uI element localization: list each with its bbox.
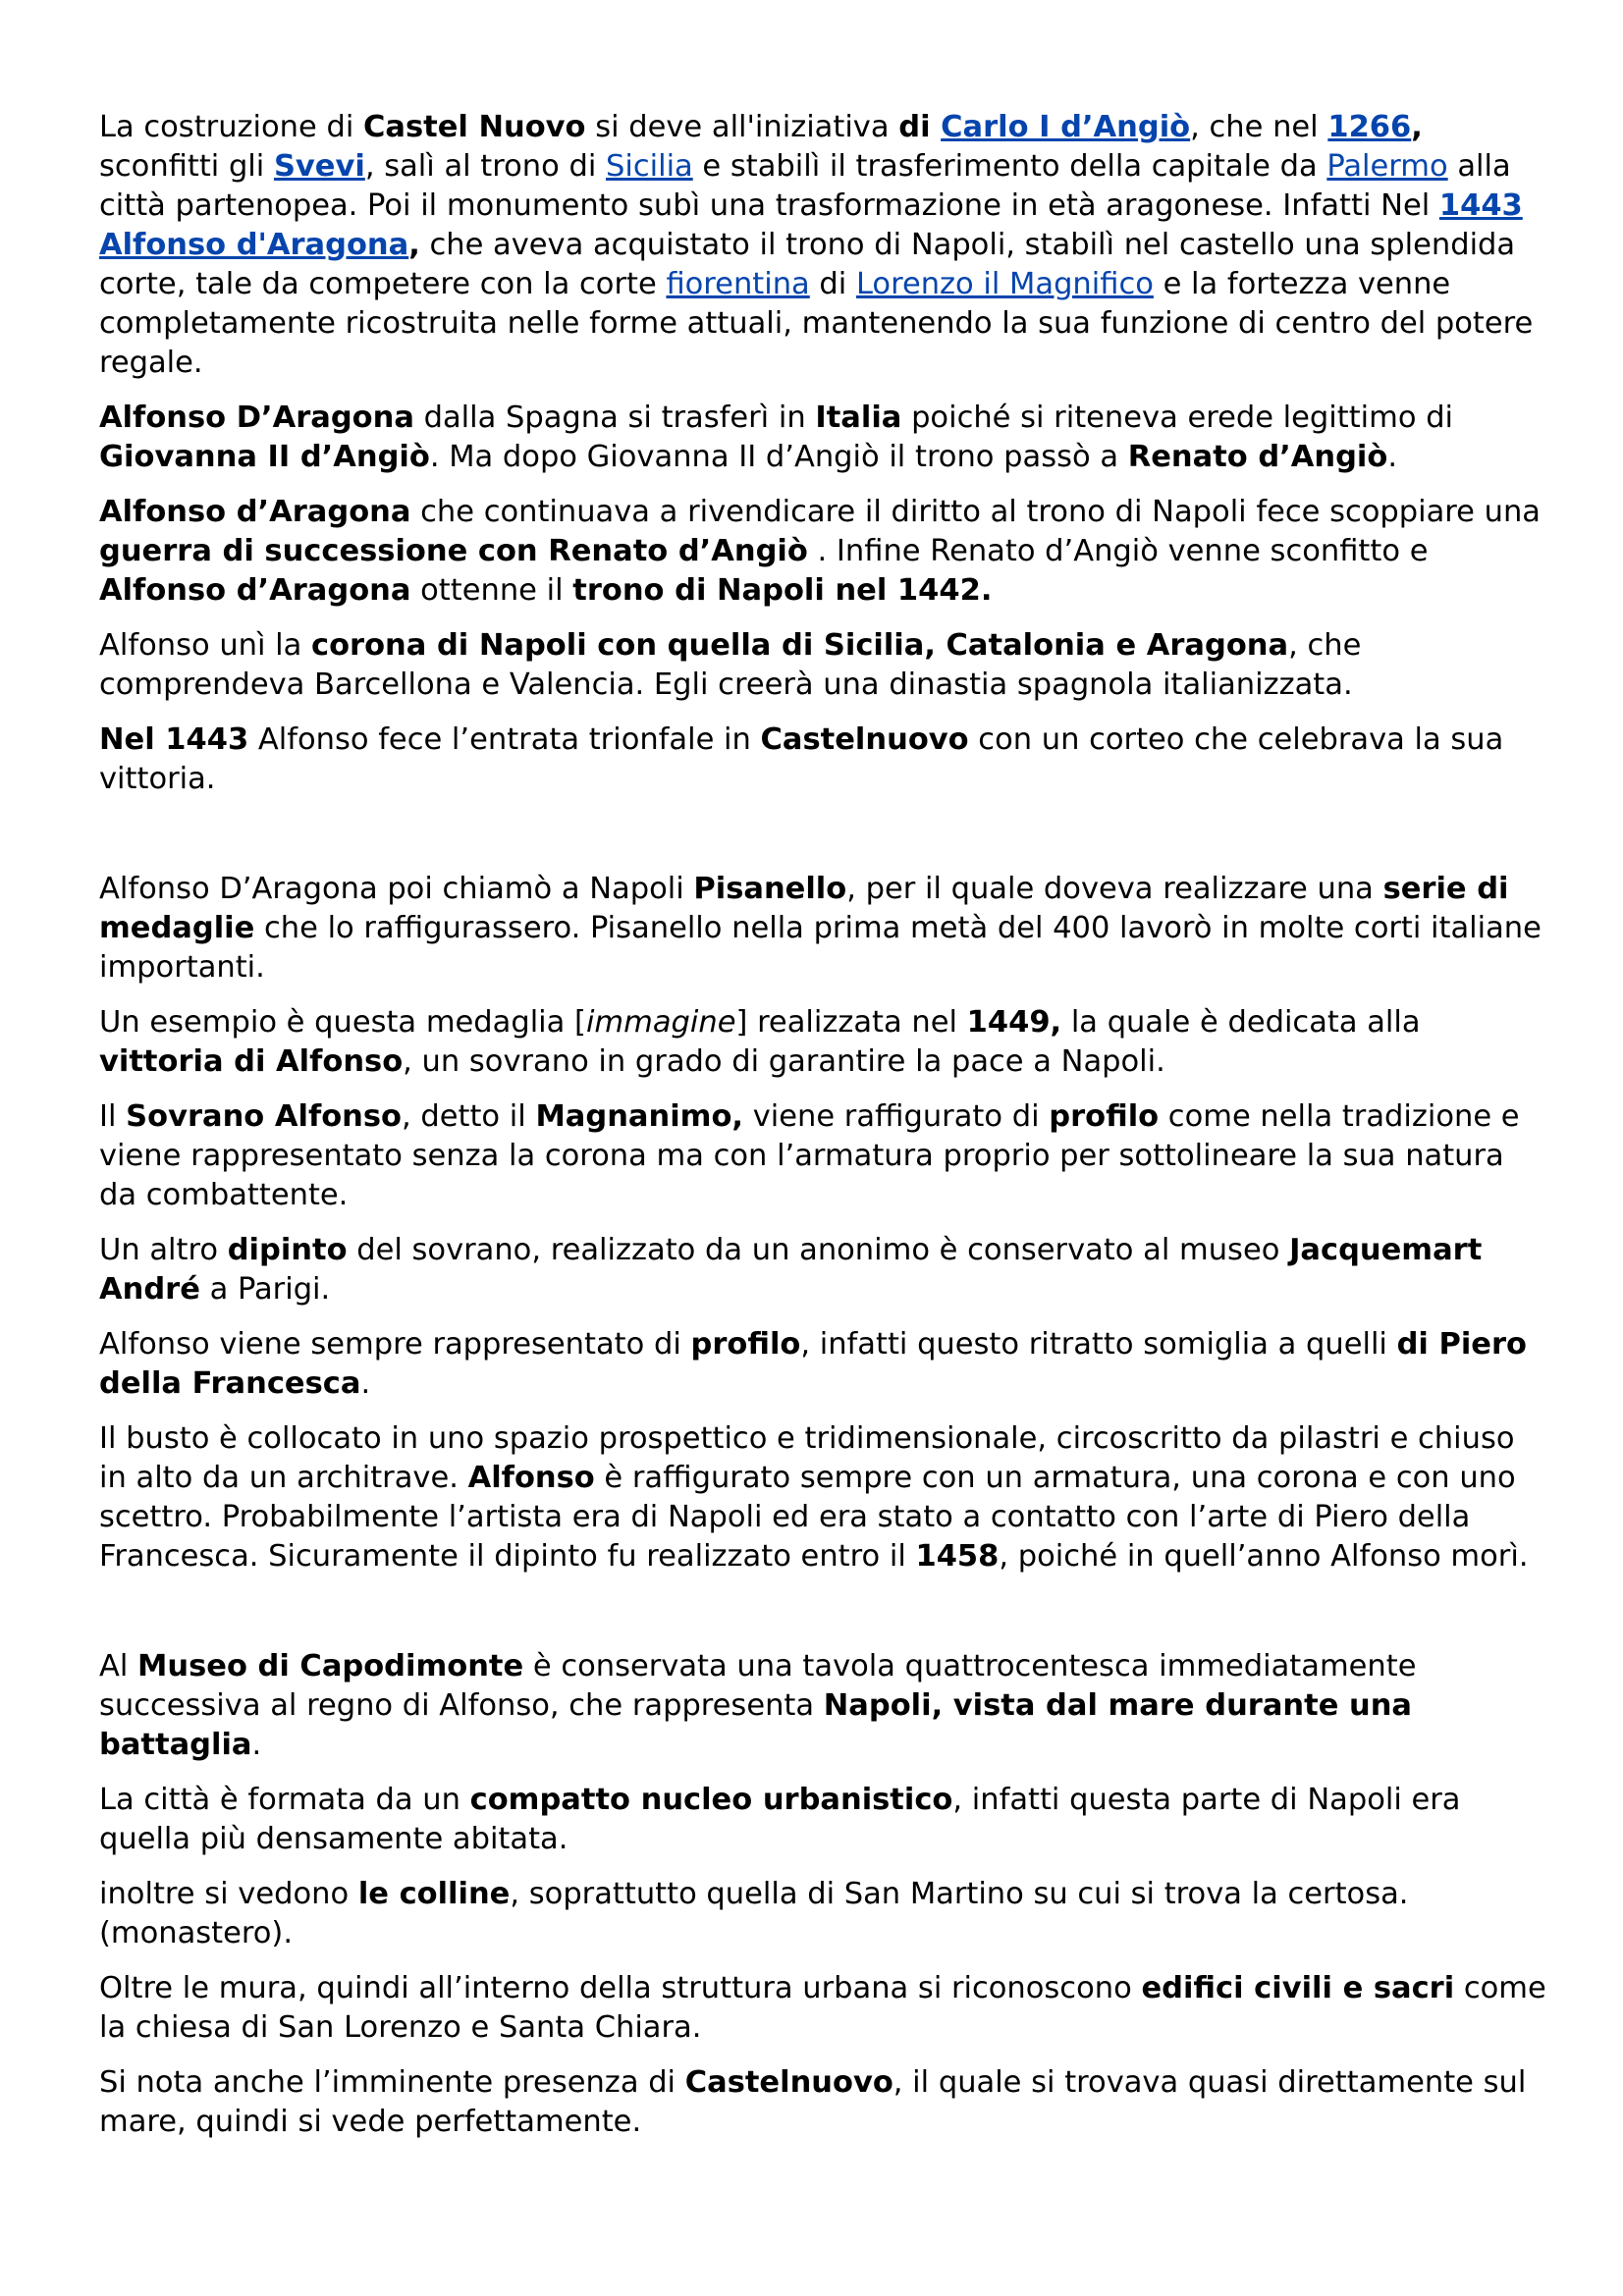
text-run: Alfonso fece l’entrata trionfale in xyxy=(248,722,761,757)
text-run: , poiché in quell’anno Alfonso morì. xyxy=(999,1539,1529,1574)
text-run: è raffigurato sempre con un armatura, una corona e con uno scettro. Probabilmente l’artista era di Napoli ed era stato a contatto con l’arte di Piero della Francesca. Sicuramente il dipinto fu realizzato entro il xyxy=(99,1461,1516,1574)
bold-text: Giovanna II d’Angiò xyxy=(99,440,430,474)
text-run: , un sovrano in grado di garantire la pace a Napoli. xyxy=(403,1044,1165,1079)
link[interactable]: 1443 xyxy=(1438,188,1523,223)
text-run: inoltre si vedono xyxy=(99,1877,358,1911)
bold-text: edifici civili e sacri xyxy=(1141,1971,1455,2005)
text-run: . Ma dopo Giovanna II d’Angiò il trono passò a xyxy=(429,440,1128,474)
link[interactable]: fiorentina xyxy=(666,267,810,301)
text-run: Si nota anche l’imminente presenza di xyxy=(99,2065,685,2100)
text-run: La costruzione di xyxy=(99,110,363,144)
bold-text: di xyxy=(898,110,942,144)
bold-text: corona di Napoli con quella di Sicilia, Catalonia e Aragona xyxy=(311,628,1289,663)
text-run: ] realizzata nel xyxy=(735,1005,967,1040)
text-run: , salì al trono di xyxy=(364,149,607,184)
bold-text: Pisanello xyxy=(693,872,847,906)
text-run: . xyxy=(251,1728,262,1762)
text-run: e stabilì il trasferimento della capitale da xyxy=(692,149,1327,184)
bold-text: Alfonso xyxy=(467,1461,595,1495)
bold-text: Museo di Capodimonte xyxy=(137,1649,524,1683)
para-busto xyxy=(99,1419,1547,1576)
text-run: a Parigi. xyxy=(199,1272,331,1307)
bold-text: , xyxy=(408,228,420,262)
text-run: sconfitti gli xyxy=(99,149,274,184)
bold-text: Alfonso d’Aragona xyxy=(99,495,411,529)
link[interactable]: Sicilia xyxy=(606,149,693,184)
text-run: è conservata una tavola quattrocentesca immediatamente successiva al regno di Alfonso, che rappresenta xyxy=(99,1649,1417,1723)
bold-text: , xyxy=(1411,110,1423,144)
bold-text: Jacquemart André xyxy=(99,1233,1483,1307)
text-run: si deve all'iniziativa xyxy=(585,110,899,144)
text-run: , infatti questo ritratto somiglia a quelli xyxy=(800,1327,1397,1362)
text-run: Alfonso D’Aragona poi chiamò a Napoli xyxy=(99,872,694,906)
text-run: alla città partenopea. Poi il monumento subì una trasformazione in età aragonese. Infatti Nel xyxy=(99,149,1511,223)
text-run: Un esempio è questa medaglia [ xyxy=(99,1005,586,1040)
text-run: che aveva acquistato il trono di Napoli, stabilì nel castello una splendida corte, tale da competere con la corte xyxy=(99,228,1516,301)
italic-text: immagine xyxy=(585,1005,736,1040)
text-run: ottenne il xyxy=(410,573,573,608)
text-run: . Infine Renato d’Angiò venne sconfitto e xyxy=(807,534,1429,568)
bold-text: Sovrano Alfonso xyxy=(126,1099,402,1134)
text-run: Al xyxy=(99,1649,138,1683)
text-run: del sovrano, realizzato da un anonimo è conservato al museo xyxy=(347,1233,1290,1267)
text-run: , che nel xyxy=(1190,110,1328,144)
bold-text: 1449, xyxy=(966,1005,1062,1040)
bold-text: le colline xyxy=(357,1877,511,1911)
bold-text: 1458 xyxy=(915,1539,1000,1574)
text-run: . xyxy=(1387,440,1398,474)
text-run: la quale è dedicata alla xyxy=(1061,1005,1421,1040)
text-run: Il busto è collocato in uno spazio prospettico e tridimensionale, circoscritto da pilastri e chiuso in alto da un architrave. xyxy=(99,1421,1515,1495)
link[interactable]: Palermo xyxy=(1326,149,1448,184)
text-run: . xyxy=(360,1366,371,1401)
text-run: , per il quale doveva realizzare una xyxy=(846,872,1383,906)
para-corona-unita xyxy=(99,626,1547,705)
bold-text: Napoli, vista dal mare durante una battaglia xyxy=(99,1688,1413,1762)
text-run: viene raffigurato di xyxy=(743,1099,1050,1134)
para-pisanello xyxy=(99,870,1547,988)
bold-text: Castelnuovo xyxy=(760,722,969,757)
document-page xyxy=(99,108,1547,2158)
text-run: Il xyxy=(99,1099,127,1134)
bold-text: Alfonso d’Aragona xyxy=(99,573,411,608)
link[interactable]: 1266 xyxy=(1327,110,1412,144)
bold-text: Nel 1443 xyxy=(99,722,249,757)
para-dipinto-jacquemart xyxy=(99,1231,1547,1309)
bold-text: Renato d’Angiò xyxy=(1127,440,1388,474)
bold-text: profilo xyxy=(690,1327,801,1362)
text-run: , infatti questa parte di Napoli era quella più densamente abitata. xyxy=(99,1783,1461,1856)
bold-text: serie di medaglie xyxy=(99,872,1509,945)
para-entrata-trionfale xyxy=(99,721,1547,799)
text-run: dalla Spagna si trasferì in xyxy=(413,400,816,435)
bold-text: Italia xyxy=(815,400,902,435)
bold-text: Magnanimo, xyxy=(535,1099,743,1134)
para-medaglia xyxy=(99,1003,1547,1082)
para-profilo-piero xyxy=(99,1325,1547,1404)
text-run: poiché si riteneva erede legittimo di xyxy=(901,400,1454,435)
link[interactable]: Carlo I d’Angiò xyxy=(941,110,1191,144)
bold-text: guerra di successione con Renato d’Angiò xyxy=(99,534,808,568)
para-colline xyxy=(99,1875,1547,1953)
text-run: , soprattutto quella di San Martino su cui si trova la certosa.(monastero). xyxy=(99,1877,1409,1950)
para-guerra-successione xyxy=(99,493,1547,611)
text-run: Alfonso viene sempre rappresentato di xyxy=(99,1327,691,1362)
bold-text: compatto nucleo urbanistico xyxy=(469,1783,953,1817)
link[interactable]: Lorenzo il Magnifico xyxy=(855,267,1154,301)
text-run: Alfonso unì la xyxy=(99,628,312,663)
link[interactable]: Alfonso d'Aragona xyxy=(99,228,409,262)
bold-text: Alfonso D’Aragona xyxy=(99,400,414,435)
text-run: , il quale si trovava quasi direttamente sul mare, quindi si vede perfettamente. xyxy=(99,2065,1527,2139)
para-edifici xyxy=(99,1969,1547,2048)
text-run: come la chiesa di San Lorenzo e Santa Chiara. xyxy=(99,1971,1546,2045)
bold-text: trono di Napoli nel 1442. xyxy=(572,573,993,608)
text-run: Un altro xyxy=(99,1233,228,1267)
bold-text: profilo xyxy=(1049,1099,1160,1134)
para-magnanimo xyxy=(99,1097,1547,1215)
text-run: di xyxy=(809,267,856,301)
bold-text: di Piero della Francesca xyxy=(99,1327,1527,1401)
text-run: , detto il xyxy=(402,1099,536,1134)
text-run: come nella tradizione e viene rappresentato senza la corona ma con l’armatura proprio per sottolineare la sua natura da combattente. xyxy=(99,1099,1520,1212)
text-run: che continuava a rivendicare il diritto al trono di Napoli fece scoppiare una xyxy=(410,495,1541,529)
text-run: , che comprendeva Barcellona e Valencia. Egli creerà una dinastia spagnola italianizzata. xyxy=(99,628,1362,702)
para-nucleo-urbanistico xyxy=(99,1781,1547,1859)
para-castelnuovo-mare xyxy=(99,2063,1547,2142)
text-run: che lo raffigurassero. Pisanello nella prima metà del 400 lavorò in molte corti italiane importanti. xyxy=(99,911,1542,985)
link[interactable]: Svevi xyxy=(273,149,365,184)
text-run: La città è formata da un xyxy=(99,1783,470,1817)
bold-text: Castel Nuovo xyxy=(363,110,586,144)
para-castel-nuovo-origin xyxy=(99,108,1547,383)
text-run: e la fortezza venne completamente ricostruita nelle forme attuali, mantenendo la sua funzione di centro del potere regale. xyxy=(99,267,1534,380)
text-run: Oltre le mura, quindi all’interno della struttura urbana si riconoscono xyxy=(99,1971,1142,2005)
bold-text: Castelnuovo xyxy=(684,2065,893,2100)
para-capodimonte xyxy=(99,1647,1547,1765)
para-alfonso-italia xyxy=(99,399,1547,477)
bold-text: dipinto xyxy=(227,1233,348,1267)
bold-text: vittoria di Alfonso xyxy=(99,1044,404,1079)
text-run: con un corteo che celebrava la sua vittoria. xyxy=(99,722,1504,796)
